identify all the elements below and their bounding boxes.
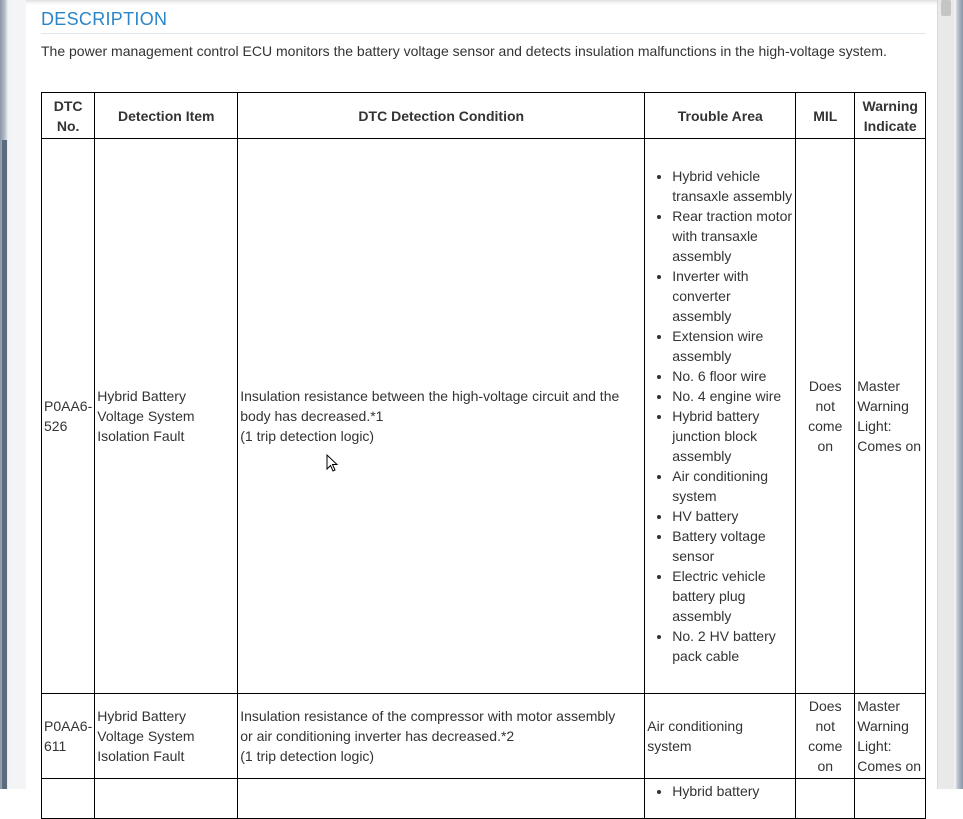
list-item: • Air conditioning system — [672, 466, 793, 506]
list-item: • Battery voltage sensor — [672, 526, 793, 566]
header-mil: MIL — [796, 93, 855, 139]
list-item: • Hybrid battery — [672, 781, 793, 801]
detection-condition: Insulation resistance between the high-voltage circuit and the body has decreased.*1 (1 trip detection logic) — [238, 139, 645, 694]
header-trouble-area: Trouble Area — [645, 93, 796, 139]
window-frame-left — [0, 0, 26, 789]
list-item: • No. 6 floor wire — [672, 366, 793, 386]
list-item: • Inverter with converter assembly — [672, 266, 793, 326]
table-row — [42, 694, 926, 779]
trouble-area-list — [647, 781, 793, 801]
header-dtc-no: DTC No. — [42, 93, 95, 139]
dtc-code: P0AA6- 611 — [42, 694, 95, 779]
trouble-area-list — [647, 166, 793, 666]
list-item: • No. 4 engine wire — [672, 386, 793, 406]
section-title: DESCRIPTION — [41, 9, 926, 34]
warning-indicate: Master Warning Light: Comes on — [855, 139, 926, 694]
trouble-area — [645, 139, 796, 694]
warning-indicate: Master Warning Light: Comes on — [855, 694, 926, 779]
detection-item: Hybrid Battery Voltage System Isolation Fault — [95, 139, 238, 694]
trouble-area: Air conditioning system — [645, 694, 796, 779]
dtc-code: P0AA6- 526 — [42, 139, 95, 694]
trouble-area — [645, 779, 796, 819]
list-item: • No. 2 HV battery pack cable — [672, 626, 793, 666]
table-header-row — [42, 93, 926, 139]
section-description: The power management control ECU monitors the battery voltage sensor and detects insulation malfunctions in the high-voltage system. — [41, 43, 887, 59]
mouse-cursor-icon — [326, 454, 340, 474]
content-pane — [26, 0, 937, 799]
header-warning: Warning Indicate — [855, 93, 926, 139]
list-item: • Rear traction motor with transaxle assembly — [672, 206, 793, 266]
table-row — [42, 139, 926, 694]
header-detection-item: Detection Item — [95, 93, 238, 139]
scrollbar-thumb[interactable] — [941, 0, 951, 16]
list-item: • Extension wire assembly — [672, 326, 793, 366]
list-item: • Hybrid vehicle transaxle assembly — [672, 166, 793, 206]
detection-condition: Insulation resistance of the compressor with motor assembly or air conditioning inverter has decreased.*2 (1 trip detection logic) — [238, 694, 645, 779]
dtc-table — [41, 92, 926, 819]
mil-status: Does not come on — [796, 139, 855, 694]
list-item: • HV battery — [672, 506, 793, 526]
table-row — [42, 779, 926, 819]
window-shadow-band — [2, 140, 7, 789]
vertical-scrollbar[interactable] — [937, 0, 954, 789]
header-condition: DTC Detection Condition — [238, 93, 645, 139]
mil-status: Does not come on — [796, 694, 855, 779]
list-item: • Electric vehicle battery plug assembly — [672, 566, 793, 626]
list-item: • Hybrid battery junction block assembly — [672, 406, 793, 466]
detection-item: Hybrid Battery Voltage System Isolation Fault — [95, 694, 238, 779]
